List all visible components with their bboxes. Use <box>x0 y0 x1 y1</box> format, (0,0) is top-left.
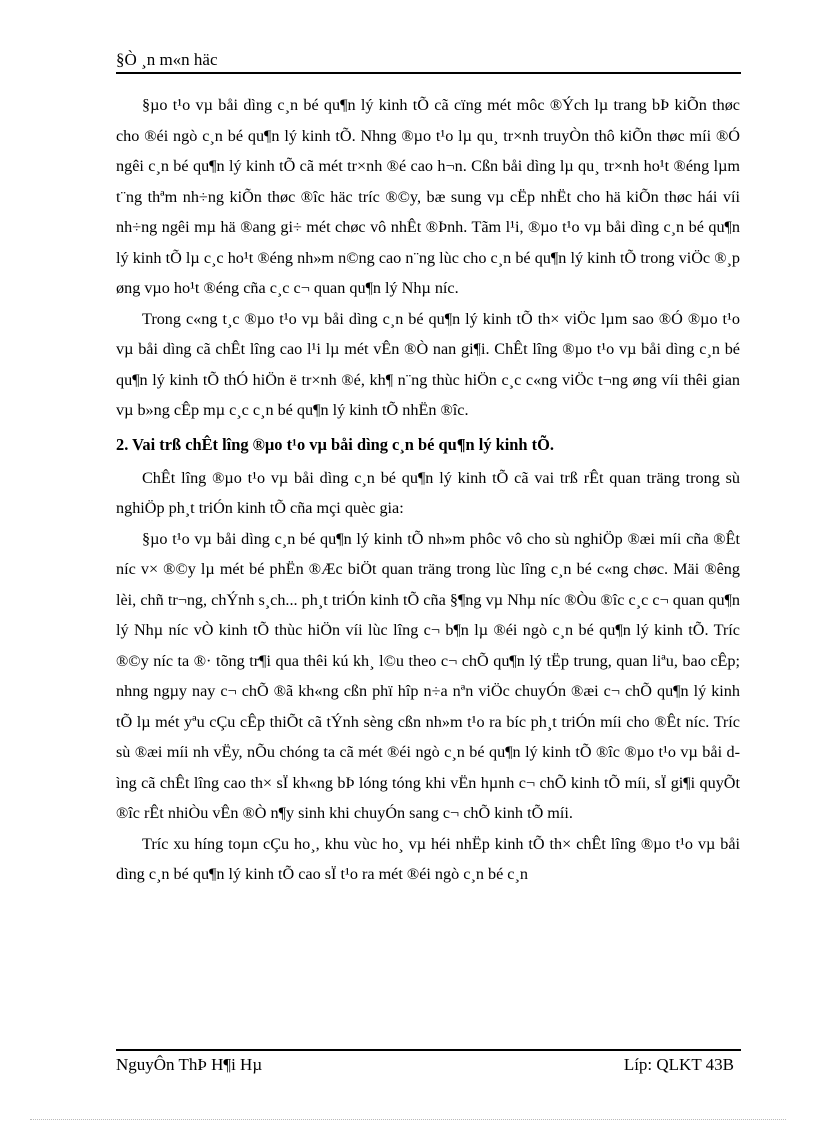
footer-rule <box>116 1049 741 1051</box>
footer-author: NguyÔn ThÞ H¶i Hµ <box>116 1055 263 1074</box>
page-header-title: §Ò ¸n m«n häc <box>116 50 218 69</box>
paragraph: §µo t¹o vµ båi dìng c¸n bé qu¶n lý kinh tÕ nh»m phôc vô cho sù nghiÖp ®æi míi cña ®Êt níc v× ®©y lµ mét bé phËn ®Æc biÖt quan träng trong lùc lîng c¸n bé c«ng chøc. Mäi ®êng lèi, chñ tr¬ng, chÝnh s¸ch... ph¸t triÓn kinh tÕ cña §¶ng vµ Nhµ níc ®Òu ®îc c¸c c¬ quan qu¶n lý Nhµ níc vÒ kinh tÕ thùc hiÖn víi lùc lîng c¬ b¶n lµ ®éi ngò c¸n bé qu¶n lý kinh tÕ. Tríc ®©y níc ta ®· tõng tr¶i qua thêi kú kh¸ l©u theo c¬ chÕ qu¶n lý tËp trung, quan liªu, bao cÊp; nhng ngµy nay c¬ chÕ ®ã kh«ng cßn phï hîp n÷a nªn viÖc chuyÓn ®æi c¬ chÕ qu¶n lý kinh tÕ lµ mét yªu cÇu cÊp thiÕt cã tÝnh sèng cßn nh»m t¹o ra bíc ph¸t triÓn míi cho ®Êt níc. Tríc sù ®æi míi nh vËy, nÕu chóng ta cã mét ®éi ngò c¸n bé qu¶n lý kinh tÕ ®îc ®µo t¹o vµ båi dìng cã chÊt lîng cao th× sÏ kh«ng bÞ lóng tóng khi vËn hµnh c¬ chÕ kinh tÕ míi, sÏ gi¶i quyÕt ®îc rÊt nhiÒu vÊn ®Ò n¶y sinh khi chuyÓn sang c¬ chÕ kinh tÕ míi. <box>116 529 740 822</box>
paragraph: ChÊt lîng ®µo t¹o vµ båi dìng c¸n bé qu¶n lý kinh tÕ cã vai trß rÊt quan träng trong sù nghiÖp ph¸t triÓn kinh tÕ cña mçi quèc gia: <box>116 468 740 517</box>
page-edge-divider <box>30 1119 786 1120</box>
section-heading: 2. Vai trß chÊt lîng ®µo t¹o vµ båi dìng c¸n bé qu¶n lý kinh tÕ. <box>116 434 554 454</box>
paragraph: Trong c«ng t¸c ®µo t¹o vµ båi dìng c¸n bé qu¶n lý kinh tÕ th× viÖc lµm sao ®Ó ®µo t¹o vµ båi dìng cã chÊt lîng cao l¹i lµ mét vÊn ®Ò nan gi¶i. ChÊt lîng ®µo t¹o vµ båi dìng c¸n bé qu¶n lý kinh tÕ thÓ hiÖn ë tr×nh ®é, kh¶ n¨ng thùc hiÖn c¸c c«ng viÖc t¬ng øng víi thêi gian vµ b»ng cÊp mµ c¸c c¸n bé qu¶n lý kinh tÕ nhËn ®îc. <box>116 309 740 419</box>
page-body <box>116 90 740 890</box>
footer-class: Líp: QLKT 43B <box>623 1055 734 1074</box>
paragraph: Tríc xu híng toµn cÇu ho¸, khu vùc ho¸ vµ héi nhËp kinh tÕ th× chÊt lîng ®µo t¹o vµ båi dìng c¸n bé qu¶n lý kinh tÕ cao sÏ t¹o ra mét ®éi ngò c¸n bé c¸n <box>116 834 740 883</box>
header-rule <box>116 72 741 74</box>
paragraph: §µo t¹o vµ båi dìng c¸n bé qu¶n lý kinh tÕ cã cïng mét môc ®Ých lµ trang bÞ kiÕn thøc cho ®éi ngò c¸n bé qu¶n lý kinh tÕ. Nhng ®µo t¹o lµ qu¸ tr×nh truyÒn thô kiÕn thøc míi ®Ó ngêi c¸n bé qu¶n lý kinh tÕ cã mét tr×nh ®é cao h¬n. Cßn båi dìng lµ qu¸ tr×nh ho¹t ®éng lµm t¨ng thªm nh÷ng kiÕn thøc ®îc häc tríc ®©y, bæ sung vµ cËp nhËt cho hä kiÕn thøc hái víi nh÷ng ngêi mµ hä ®ang gi÷ mét chøc vô nhÊt ®Þnh. Tãm l¹i, ®µo t¹o vµ båi dìng c¸n bé qu¶n lý kinh tÕ lµ c¸c ho¹t ®éng nh»m n©ng cao n¨ng lùc cho c¸n bé qu¶n lý kinh tÕ trong viÖc ®¸p øng vµo ho¹t ®éng cña c¸c c¬ quan qu¶n lý Nhµ níc. <box>116 96 740 297</box>
